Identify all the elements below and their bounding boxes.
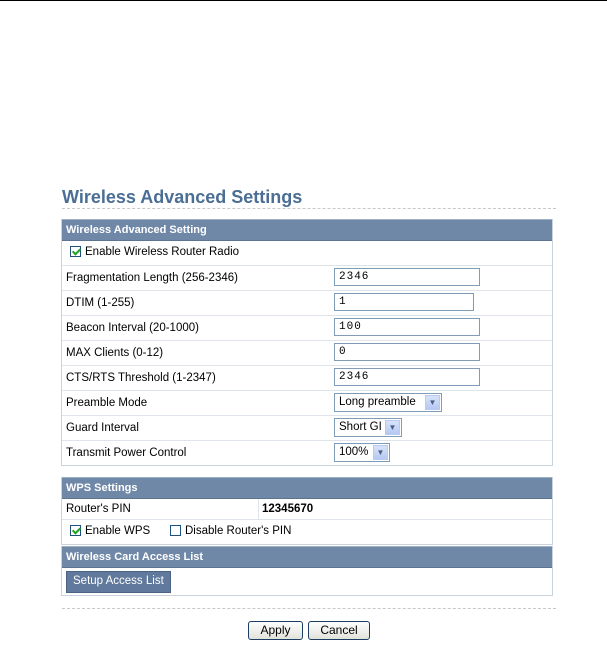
fragmentation-input[interactable]: 2346 bbox=[334, 268, 480, 286]
chevron-down-icon: ▼ bbox=[425, 395, 440, 410]
disable-pin-group bbox=[170, 525, 291, 537]
beacon-input[interactable]: 100 bbox=[334, 318, 480, 336]
enable-wps-label: Enable WPS bbox=[85, 525, 151, 537]
cts-rts-label: CTS/RTS Threshold (1-2347) bbox=[66, 372, 216, 384]
page-title: Wireless Advanced Settings bbox=[62, 187, 303, 207]
guard-interval-select[interactable] bbox=[334, 418, 402, 437]
setup-access-list-button[interactable]: Setup Access List bbox=[66, 571, 171, 593]
enable-radio-label: Enable Wireless Router Radio bbox=[85, 246, 240, 258]
chevron-down-icon: ▼ bbox=[385, 420, 400, 435]
fragmentation-label: Fragmentation Length (256-2346) bbox=[66, 272, 238, 284]
footer-divider bbox=[62, 608, 556, 609]
max-clients-row bbox=[62, 341, 552, 366]
max-clients-label: MAX Clients (0-12) bbox=[66, 347, 164, 359]
chevron-down-icon: ▼ bbox=[373, 445, 388, 460]
max-clients-input[interactable]: 0 bbox=[334, 343, 480, 361]
access-list-header: Wireless Card Access List bbox=[62, 546, 552, 568]
guard-interval-label: Guard Interval bbox=[66, 422, 139, 434]
preamble-select[interactable] bbox=[334, 393, 442, 412]
guard-interval-selected-value: Short GI bbox=[339, 421, 382, 433]
cancel-button[interactable]: Cancel bbox=[308, 621, 370, 640]
access-list-panel bbox=[61, 546, 553, 596]
enable-radio-checkbox[interactable] bbox=[70, 246, 81, 257]
apply-button[interactable]: Apply bbox=[248, 621, 303, 640]
tx-power-select[interactable] bbox=[334, 443, 390, 462]
beacon-label: Beacon Interval (20-1000) bbox=[66, 322, 199, 334]
disable-pin-label: Disable Router's PIN bbox=[185, 525, 292, 537]
dtim-row bbox=[62, 291, 552, 316]
advanced-settings-panel bbox=[61, 219, 553, 466]
title-divider bbox=[62, 208, 556, 209]
beacon-row bbox=[62, 316, 552, 341]
tx-power-row bbox=[62, 441, 552, 465]
fragmentation-row bbox=[62, 266, 552, 291]
router-pin-value: 12345670 bbox=[262, 503, 314, 515]
tx-power-selected-value: 100% bbox=[339, 446, 369, 458]
wps-options-row bbox=[62, 520, 552, 544]
preamble-selected-value: Long preamble bbox=[339, 396, 416, 408]
enable-wps-checkbox[interactable] bbox=[70, 525, 81, 536]
cts-rts-row bbox=[62, 366, 552, 391]
guard-interval-row bbox=[62, 416, 552, 441]
wps-settings-panel bbox=[61, 477, 553, 545]
disable-pin-checkbox[interactable] bbox=[170, 525, 181, 536]
pin-divider bbox=[258, 499, 259, 519]
access-list-row bbox=[62, 568, 552, 595]
enable-wps-group bbox=[70, 525, 150, 537]
tx-power-label: Transmit Power Control bbox=[66, 447, 187, 459]
enable-radio-row bbox=[62, 241, 552, 266]
dtim-label: DTIM (1-255) bbox=[66, 297, 135, 309]
router-pin-label: Router's PIN bbox=[66, 503, 131, 515]
dtim-input[interactable]: 1 bbox=[334, 293, 474, 311]
router-pin-row bbox=[62, 499, 552, 520]
cts-rts-input[interactable]: 2346 bbox=[334, 368, 480, 386]
advanced-settings-header: Wireless Advanced Setting bbox=[62, 219, 552, 241]
wps-settings-header: WPS Settings bbox=[62, 477, 552, 499]
top-border bbox=[0, 0, 607, 1]
enable-radio-group bbox=[70, 246, 239, 258]
preamble-row bbox=[62, 391, 552, 416]
preamble-label: Preamble Mode bbox=[66, 397, 148, 409]
